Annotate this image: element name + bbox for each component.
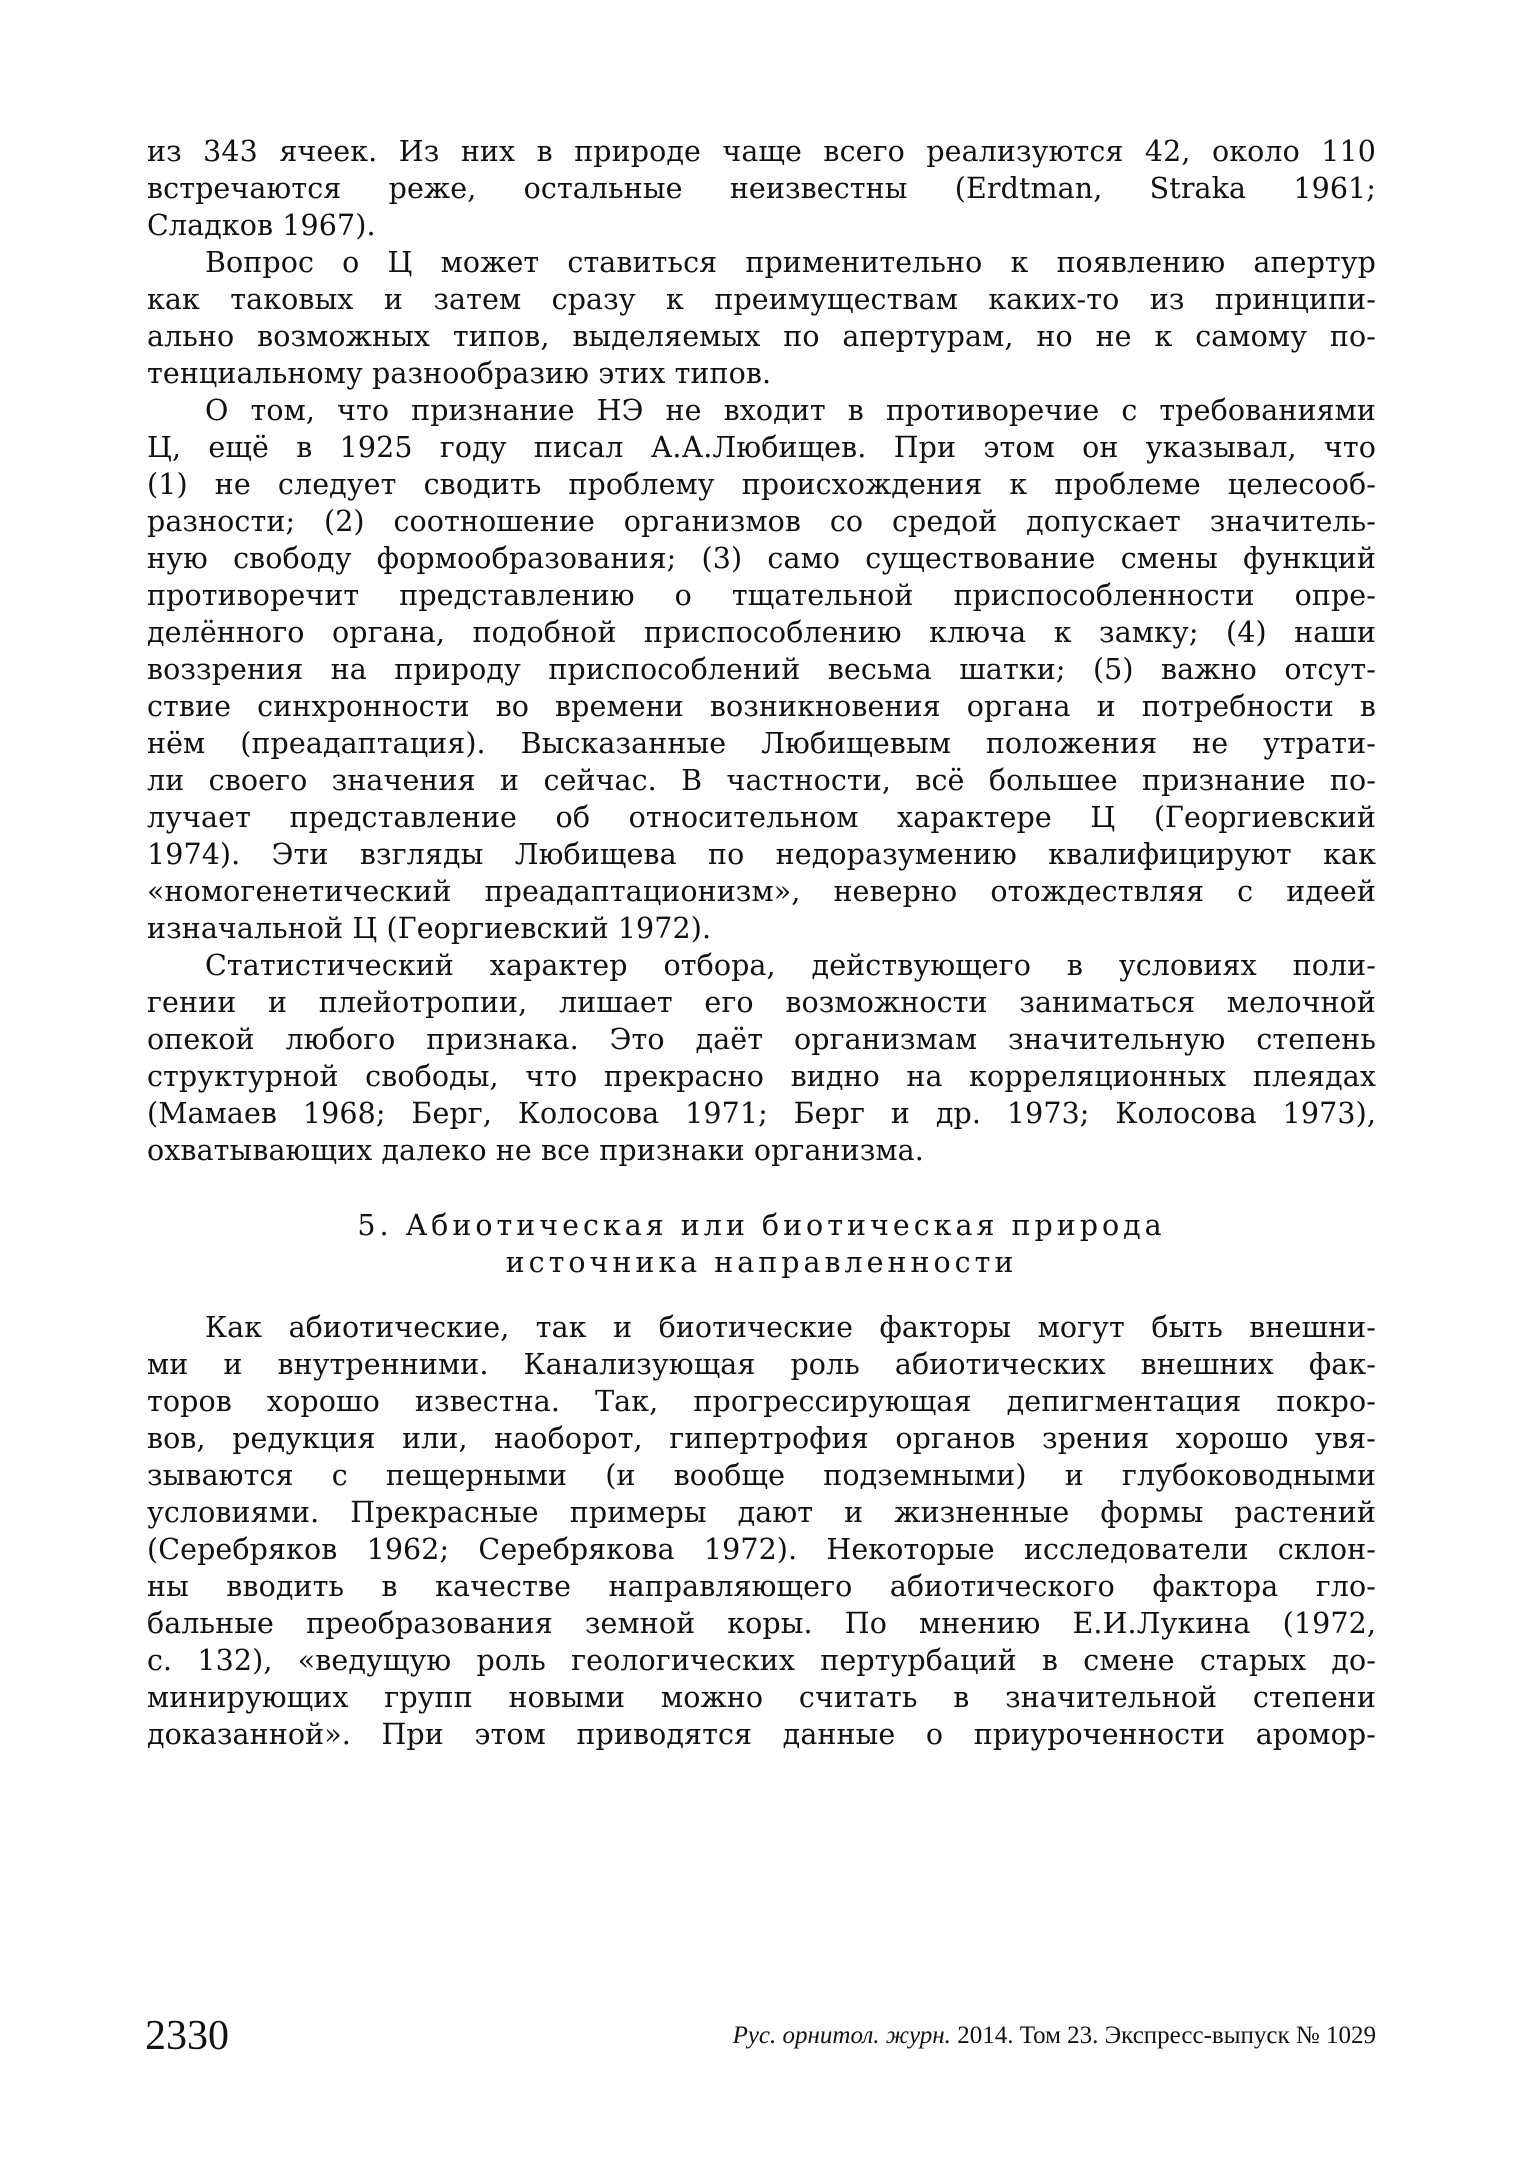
text-line: (1) не следует сводить проблему происхождения к проблеме целесооб- bbox=[147, 468, 1376, 501]
journal-issue: 2014. Том 23. Экспресс-выпуск № 1029 bbox=[950, 2022, 1376, 2049]
text-line: 1974). Эти взгляды Любищева по недоразумению квалифицируют как bbox=[147, 838, 1376, 871]
text-line: торов хорошо известна. Так, прогрессирующая депигментация покро- bbox=[147, 1385, 1376, 1418]
text-line: Как абиотические, так и биотические факторы могут быть внешни- bbox=[205, 1311, 1376, 1344]
text-line: ны вводить в качестве направляющего абиотического фактора гло- bbox=[147, 1570, 1376, 1603]
text-line: с. 132), «ведущую роль геологических пертурбаций в смене старых до- bbox=[147, 1644, 1376, 1677]
text-line: охватывающих далеко не все признаки организма. bbox=[147, 1134, 924, 1167]
text-line: встречаются реже, остальные неизвестны (Erdtman, Straka 1961; bbox=[147, 172, 1376, 205]
text-line: доказанной». При этом приводятся данные о приуроченности аромор- bbox=[147, 1718, 1376, 1751]
journal-citation bbox=[733, 2022, 1376, 2050]
text-line: лучает представление об относительном характере Ц (Георгиевский bbox=[147, 801, 1376, 834]
text-line: О том, что признание НЭ не входит в противоречие с требованиями bbox=[205, 394, 1376, 427]
text-line: Ц, ещё в 1925 году писал А.А.Любищев. При этом он указывал, что bbox=[147, 431, 1376, 464]
text-line: вов, редукция или, наоборот, гипертрофия органов зрения хорошо увя- bbox=[147, 1422, 1376, 1455]
section-heading-line2: источника направленности bbox=[505, 1246, 1018, 1279]
text-line: Сладков 1967). bbox=[147, 209, 376, 242]
text-line: ально возможных типов, выделяемых по апертурам, но не к самому по- bbox=[147, 320, 1376, 353]
section-heading-line1: 5. Абиотическая или биотическая природа bbox=[357, 1209, 1166, 1242]
text-line: условиями. Прекрасные примеры дают и жизненные формы растений bbox=[147, 1496, 1376, 1529]
text-line: ми и внутренними. Канализующая роль абиотических внешних фак- bbox=[147, 1348, 1376, 1381]
text-line: ную свободу формообразования; (3) само существование смены функций bbox=[147, 542, 1376, 575]
text-line: бальные преобразования земной коры. По мнению Е.И.Лукина (1972, bbox=[147, 1607, 1376, 1640]
text-line: «номогенетический преадаптационизм», неверно отождествляя с идеей bbox=[147, 875, 1376, 908]
text-line: ствие синхронности во времени возникновения органа и потребности в bbox=[147, 690, 1376, 723]
text-line: тенциальному разнообразию этих типов. bbox=[147, 357, 772, 390]
text-line: как таковых и затем сразу к преимуществам каких-то из принципи- bbox=[147, 283, 1376, 316]
text-line: нём (преадаптация). Высказанные Любищевым положения не утрати- bbox=[147, 727, 1376, 760]
text-line: противоречит представлению о тщательной приспособленности опре- bbox=[147, 579, 1376, 612]
text-line: Вопрос о Ц может ставиться применительно к появлению апертур bbox=[205, 246, 1376, 279]
text-line: (Серебряков 1962; Серебрякова 1972). Некоторые исследователи склон- bbox=[147, 1533, 1376, 1566]
text-line: структурной свободы, что прекрасно видно на корреляционных плеядах bbox=[147, 1060, 1376, 1093]
text-line: ли своего значения и сейчас. В частности, всё большее признание по- bbox=[147, 764, 1376, 797]
text-line: зываются с пещерными (и вообще подземными) и глубоководными bbox=[147, 1459, 1376, 1492]
text-line: изначальной Ц (Георгиевский 1972). bbox=[147, 912, 712, 945]
text-line: Статистический характер отбора, действующего в условиях поли- bbox=[205, 949, 1376, 982]
text-line: делённого органа, подобной приспособлению ключа к замку; (4) наши bbox=[147, 616, 1376, 649]
text-line: минирующих групп новыми можно считать в значительной степени bbox=[147, 1681, 1376, 1714]
text-line: разности; (2) соотношение организмов со средой допускает значитель- bbox=[147, 505, 1376, 538]
text-line: из 343 ячеек. Из них в природе чаще всего реализуются 42, около 110 bbox=[147, 135, 1376, 168]
text-line: (Мамаев 1968; Берг, Колосова 1971; Берг и др. 1973; Колосова 1973), bbox=[147, 1097, 1376, 1130]
text-line: воззрения на природу приспособлений весьма шатки; (5) важно отсут- bbox=[147, 653, 1376, 686]
text-line: гении и плейотропии, лишает его возможности заниматься мелочной bbox=[147, 986, 1376, 1019]
page-number: 2330 bbox=[145, 2013, 229, 2059]
journal-name: Рус. орнитол. журн. bbox=[732, 2022, 951, 2049]
text-line: опекой любого признака. Это даёт организмам значительную степень bbox=[147, 1023, 1376, 1056]
